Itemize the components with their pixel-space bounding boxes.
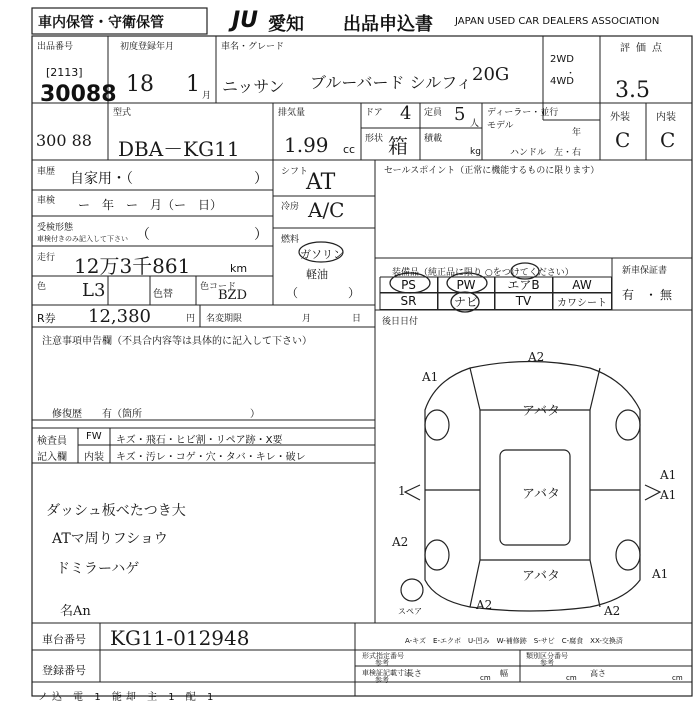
equip-sr: SR xyxy=(380,293,438,310)
damage-mark: 1 xyxy=(398,484,406,498)
shift-label: シフト xyxy=(281,167,309,177)
body-type-label: 形状 xyxy=(365,134,384,144)
ac-label: 冷房 xyxy=(281,202,300,212)
color-code-value: BZD xyxy=(218,288,248,303)
damage-mark: A2 xyxy=(528,350,545,364)
accept-type-close: ） xyxy=(254,227,268,243)
size-ref: 参考 xyxy=(375,676,389,684)
color-code-label: 色コード xyxy=(200,282,237,292)
model-code-label: 型式 xyxy=(113,108,132,118)
chassis-label: 車台番号 xyxy=(42,633,86,646)
lot-bracket-number: [2113] xyxy=(46,66,83,79)
equip-ps: PS xyxy=(380,277,438,293)
width-label: 幅 xyxy=(500,669,508,678)
recycle-value: 12,380 xyxy=(88,306,151,327)
score-label: 評価点 xyxy=(620,43,668,54)
drive-4wd: 4WD xyxy=(550,76,574,87)
lot-handwritten: 300 88 xyxy=(36,131,92,150)
warranty-no: 無 xyxy=(660,288,673,302)
inspection-label: 車検 xyxy=(37,196,56,206)
inspector-interior: 内装 xyxy=(84,452,104,463)
recycle-label: R券 xyxy=(37,312,56,325)
color-swap-label: 色替 xyxy=(153,289,173,300)
vehicle-maker: ニッサン xyxy=(222,77,285,96)
fuel-close: ） xyxy=(348,286,361,300)
damage-mark: A2 xyxy=(604,604,621,618)
class-ref: 参考 xyxy=(540,659,554,667)
dealer-label: ディーラー・並行 xyxy=(487,108,559,118)
inspector-fw-text: キズ・飛石・ヒビ割・リペア跡・X要 xyxy=(116,435,283,446)
accept-type-label: 受検形態 xyxy=(37,223,74,233)
inspector-fw: FW xyxy=(86,431,102,442)
capacity-value: 5 xyxy=(454,104,466,125)
ju-logo: JU xyxy=(232,8,259,33)
color-label: 色 xyxy=(37,282,47,292)
association-name: JAPAN USED CAR DEALERS ASSOCIATION xyxy=(455,16,660,27)
reg-no-label: 登録番号 xyxy=(42,664,86,677)
warranty-dot: ・ xyxy=(645,288,658,302)
inspection-value: ー 年 ー 月（ー 日） xyxy=(78,198,223,212)
length-unit: cm xyxy=(480,674,491,682)
registration-label: 初度登録年月 xyxy=(120,42,175,52)
sales-points-label: セールスポイント（正常に機能するものに限ります） xyxy=(384,166,600,176)
damage-mark: A2 xyxy=(392,535,409,549)
vehicle-label: 車名・グレード xyxy=(221,42,285,52)
registration-month-unit: 月 xyxy=(202,91,212,101)
damage-mark: アバタ xyxy=(522,569,560,584)
name-change-month: 月 xyxy=(302,314,312,324)
equip-power-seat: カワシート xyxy=(553,293,612,310)
width-unit: cm xyxy=(566,674,577,682)
score-ext-value: C xyxy=(615,128,631,152)
equip-airbag: エアB xyxy=(495,277,553,293)
equip-pw: PW xyxy=(438,277,495,293)
handle-value: 左・右 xyxy=(554,148,582,158)
spare-label: スペア xyxy=(398,607,422,616)
inspector-label-2: 記入欄 xyxy=(37,452,67,463)
registration-month: 1 xyxy=(186,72,200,97)
damage-mark: A2 xyxy=(476,598,493,612)
damage-mark: A1 xyxy=(652,567,669,581)
warranty-label: 新車保証書 xyxy=(622,266,668,276)
load-unit: kg xyxy=(470,147,481,157)
equipment-label: 装備品（純正品に限り ○をつけてください） xyxy=(392,268,574,278)
class-label: 類別区分番号 xyxy=(526,652,568,660)
ac-value: A/C xyxy=(308,198,345,222)
chassis-value: KG11-012948 xyxy=(110,626,250,650)
doors-label: ドア xyxy=(365,108,383,118)
displacement-unit: cc xyxy=(343,143,356,156)
registration-year: 18 xyxy=(126,72,154,97)
fuel-label: 燃料 xyxy=(281,235,300,245)
damage-mark: A1 xyxy=(660,488,677,502)
damage-mark: アバタ xyxy=(522,404,560,419)
length-label: 長さ xyxy=(406,669,422,678)
mileage-unit: km xyxy=(230,262,248,275)
model-code-value: DBA－KG11 xyxy=(118,137,240,161)
handwritten-note-3: ドミラーハゲ xyxy=(56,561,140,577)
vehicle-model: ブルーバード シルフィ xyxy=(310,73,472,92)
height-unit: cm xyxy=(672,674,683,682)
handwritten-signature: 名An xyxy=(60,604,91,619)
footer-strip: ノ込 電 1 能却 主 1 配 1 xyxy=(38,692,218,703)
repair-label: 修復歴 有（箇所 xyxy=(52,409,142,420)
storage-badge: 車内保管・守衛保管 xyxy=(38,15,164,31)
accept-type-open: （ xyxy=(136,227,150,243)
size-label: 車検証記載寸法 xyxy=(362,669,411,677)
drive-dot: ・ xyxy=(566,69,576,79)
name-change-label: 名変期限 xyxy=(206,314,243,324)
height-label: 高さ xyxy=(590,669,606,678)
history-close: ） xyxy=(254,171,268,187)
displacement-label: 排気量 xyxy=(278,108,306,118)
load-label: 積載 xyxy=(424,134,443,144)
inspector-interior-text: キズ・汚レ・コゲ・穴・タバ・キレ・破レ xyxy=(116,452,306,463)
displacement-value: 1.99 xyxy=(284,133,329,157)
fuel-gasoline: ガソリン xyxy=(300,248,344,261)
damage-mark: A1 xyxy=(660,468,677,482)
equip-aw: AW xyxy=(553,277,612,293)
damage-mark: アバタ xyxy=(522,487,560,502)
warranty-yes: 有 xyxy=(622,288,635,302)
history-label: 車歴 xyxy=(37,167,56,177)
mileage-label: 走行 xyxy=(37,253,56,263)
org-name: 愛知 xyxy=(268,14,304,35)
doors-value: 4 xyxy=(400,103,412,124)
fuel-diesel: 軽油 xyxy=(306,268,328,281)
handle-label: ハンドル xyxy=(510,148,547,158)
vehicle-grade: 20G xyxy=(472,64,510,85)
lot-label: 出品番号 xyxy=(37,42,74,52)
damage-legend: A-キズ E-エクボ U-凹み W-補修跡 S-サビ C-腐食 XX-交換済 xyxy=(405,637,623,645)
score-ext-label: 外装 xyxy=(610,112,630,123)
handwritten-note-1: ダッシュ板ベたつき大 xyxy=(46,503,186,519)
notes-label: 注意事項申告欄（不具合内容等は具体的に記入して下さい） xyxy=(42,336,312,347)
score-int-label: 内装 xyxy=(656,112,676,123)
name-change-day: 日 xyxy=(352,314,362,324)
color-value: L3 xyxy=(82,280,106,301)
damage-mark: A1 xyxy=(422,370,439,384)
recycle-unit: 円 xyxy=(186,314,196,324)
score-int-value: C xyxy=(660,128,676,152)
score-value: 3.5 xyxy=(615,78,650,103)
fuel-open: （ xyxy=(286,286,299,300)
form-title: 出品申込書 xyxy=(343,14,433,35)
mileage-value: 12万3千861 xyxy=(74,254,191,278)
shift-value: AT xyxy=(306,170,336,195)
capacity-label: 定員 xyxy=(424,108,443,118)
accept-type-note: 車検付きのみ記入して下さい xyxy=(37,235,128,243)
inspector-label-1: 検査員 xyxy=(37,436,67,447)
drive-2wd: 2WD xyxy=(550,54,574,65)
lot-number: 30088 xyxy=(40,82,117,107)
capacity-unit: 人 xyxy=(470,119,480,129)
dealer-model-label: モデル xyxy=(487,121,514,131)
equip-navi: ナビ xyxy=(438,293,495,310)
format-ref: 参考 xyxy=(375,659,389,667)
handwritten-note-2: ATマ周りフショウ xyxy=(52,531,168,547)
body-type-value: 箱 xyxy=(388,134,408,158)
format-label: 形式指定番号 xyxy=(362,652,404,660)
dealer-model-year-label: 年 xyxy=(572,128,582,138)
repair-close: ） xyxy=(250,409,260,420)
rear-label: 後日日付 xyxy=(382,317,419,327)
equip-tv: TV xyxy=(495,293,553,310)
history-value: 自家用・（ xyxy=(70,171,133,187)
